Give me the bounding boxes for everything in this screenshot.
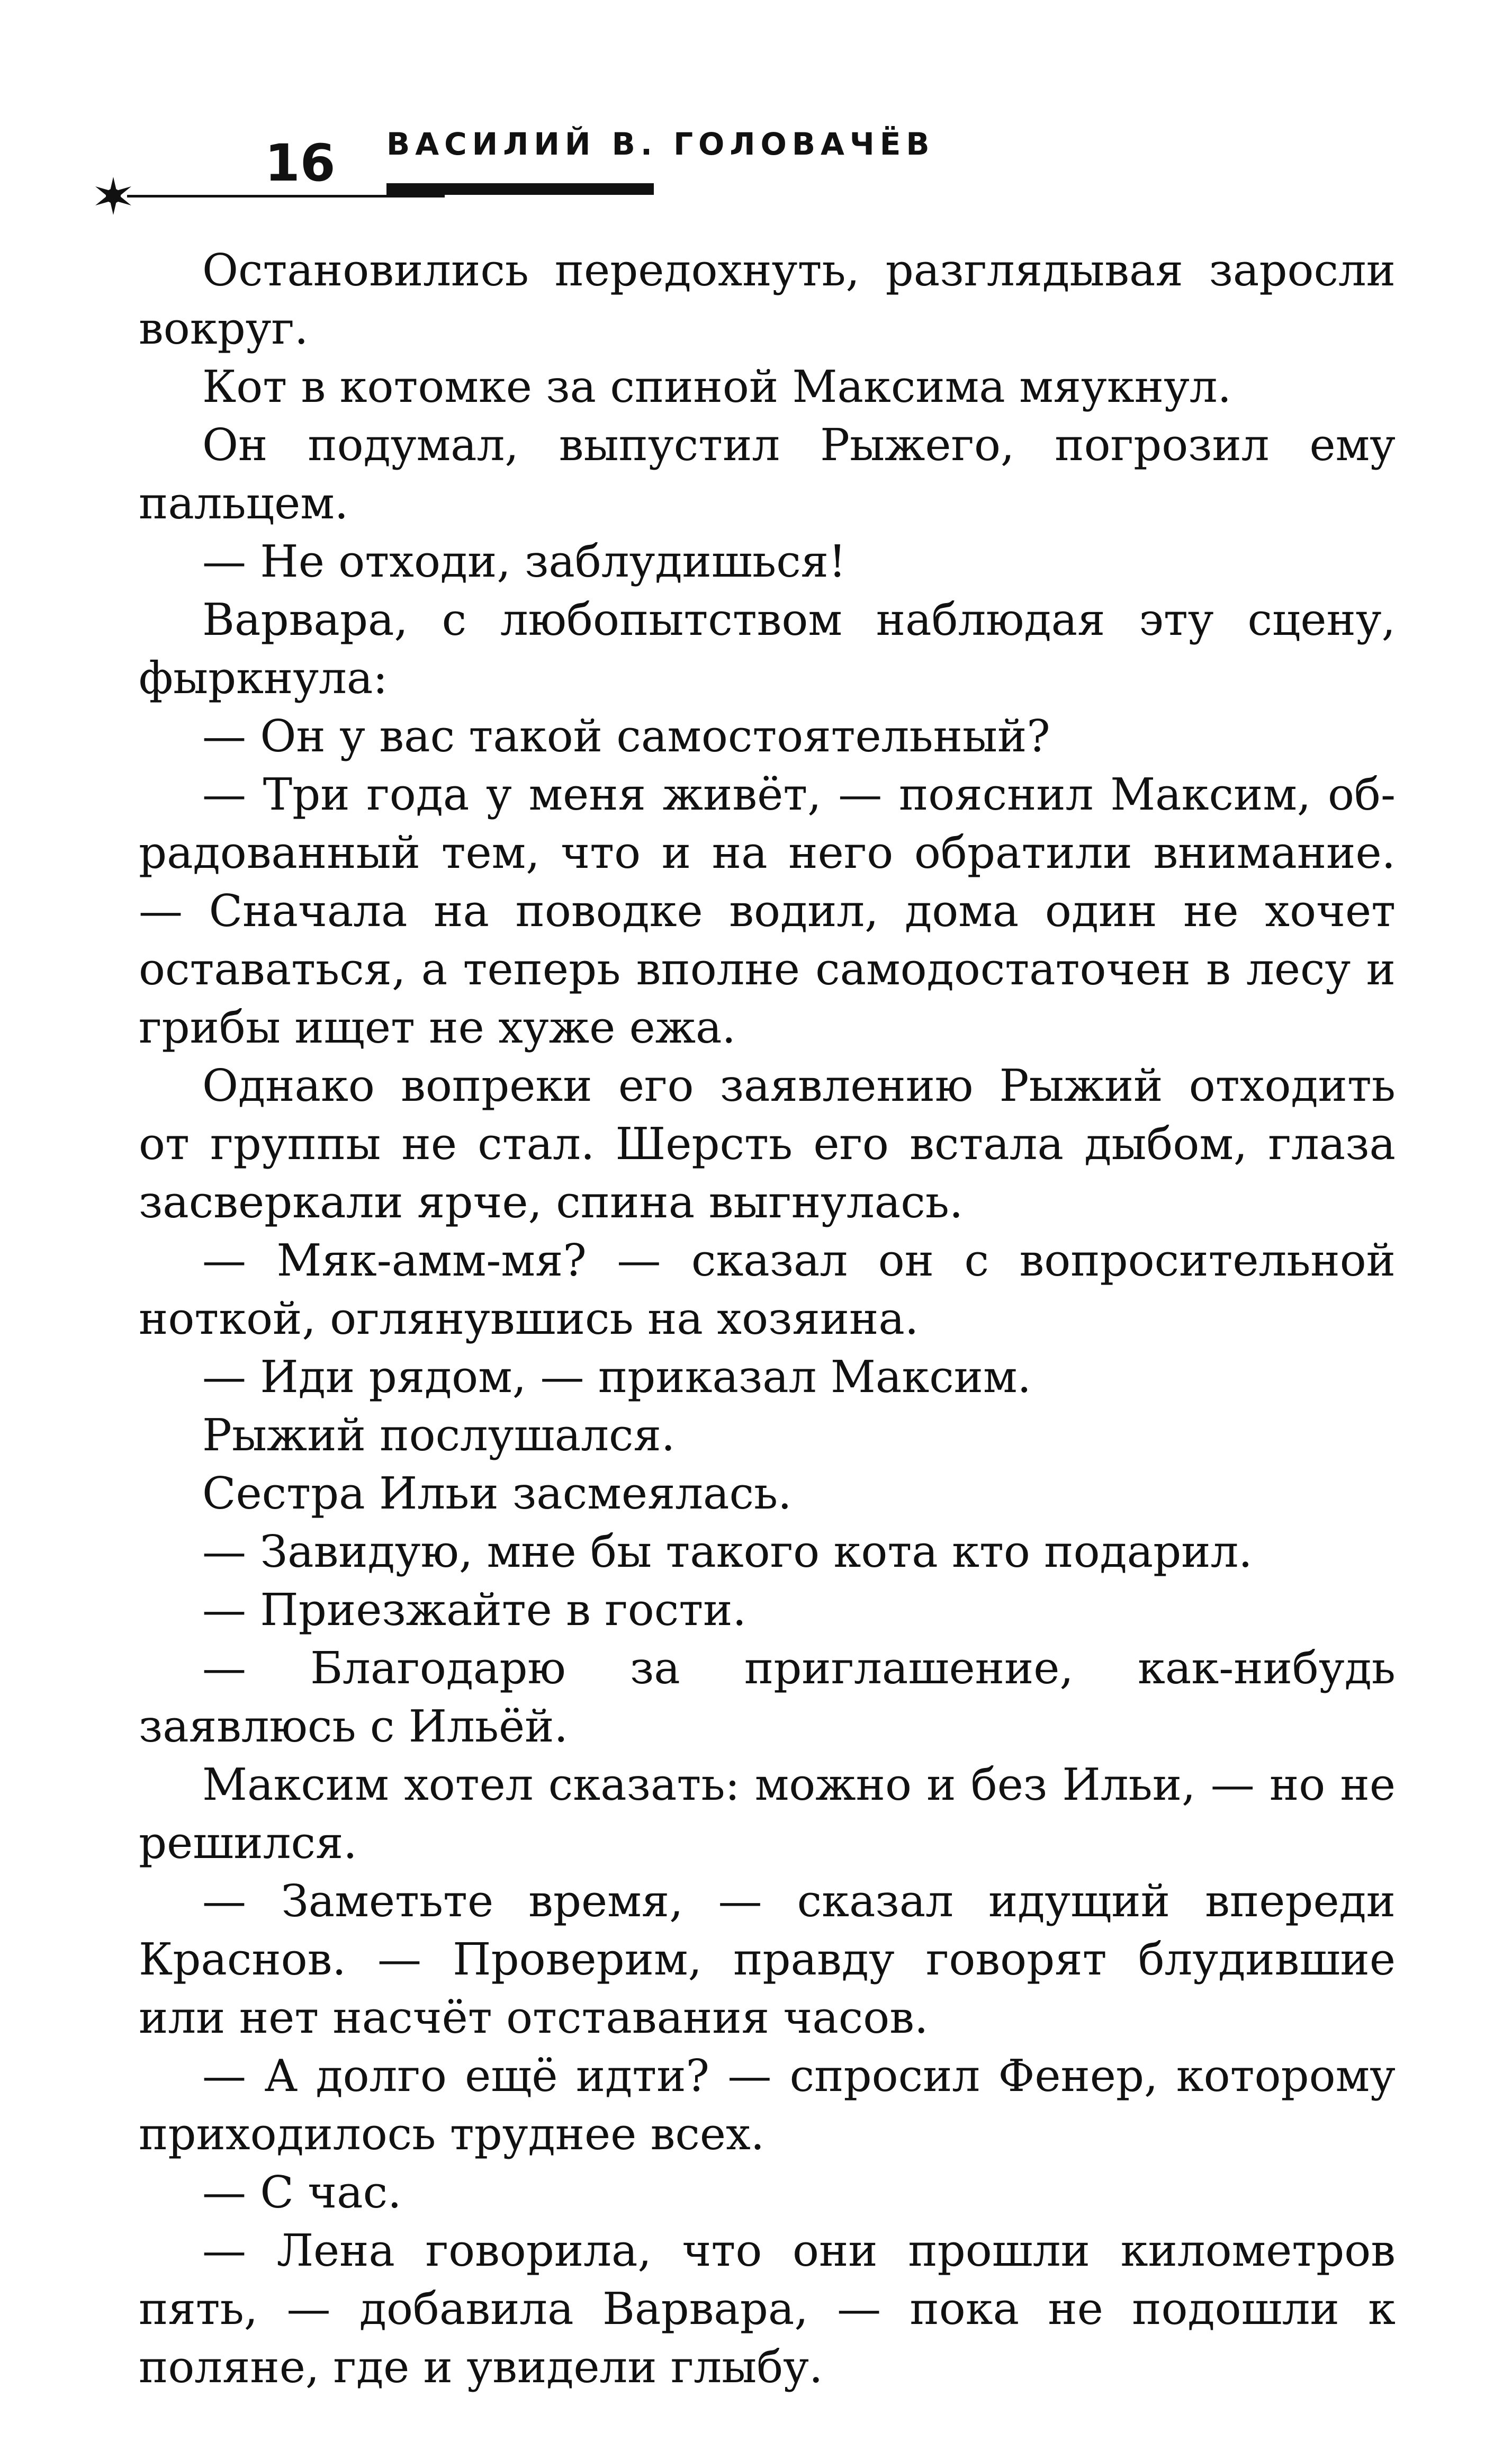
- paragraph: — А долго ещё идти? — спросил Фенер, которому приходилось труднее всех.: [139, 2050, 1396, 2160]
- paragraph: — Не отходи, заблудишься!: [202, 536, 847, 587]
- paragraph: — Мяк-амм-мя? — сказал он с вопросительной ноткой, оглянувшись на хозяина.: [139, 1235, 1396, 1344]
- paragraph: — Лена говорила, что они прошли километров пять, — добавила Варвара, — пока не подошли к поляне, где и увидели глыбу.: [139, 2225, 1396, 2393]
- paragraph: — С час.: [202, 2167, 402, 2218]
- paragraph: Он подумал, выпустил Рыжего, погрозил ему пальцем.: [139, 419, 1396, 529]
- paragraph: Рыжий послушался.: [202, 1410, 676, 1461]
- paragraph: Сестра Ильи засмеялась.: [202, 1468, 792, 1519]
- paragraph: Остановились передохнуть, разглядывая заросли вокруг.: [139, 245, 1396, 354]
- page-number: 16: [265, 133, 336, 193]
- header-rule: [127, 195, 445, 198]
- paragraph: Варвара, с любопытством наблюдая эту сцену, фыркнула:: [139, 594, 1396, 704]
- header-thick-rule: [386, 183, 654, 195]
- paragraph: — Заметьте время, — сказал идущий впереди Краснов. — Проверим, правду говорят блудившие или нет насчёт отставания часов.: [139, 1875, 1396, 2043]
- paragraph: — Он у вас такой самостоятельный?: [202, 711, 1050, 762]
- running-head-author: ВАСИЛИЙ В. ГОЛОВАЧЁВ: [386, 126, 935, 162]
- paragraph: — Иди рядом, — приказал Максим.: [202, 1351, 1031, 1403]
- paragraph: Максим хотел сказать: можно и без Ильи, — но не решился.: [139, 1759, 1396, 1869]
- body-text: [139, 241, 1396, 2397]
- paragraph: — Приезжайте в гости.: [202, 1584, 746, 1636]
- paragraph: — Благодарю за приглашение, как-нибудь заявлюсь с Ильёй.: [139, 1643, 1396, 1752]
- page-header: [95, 106, 935, 222]
- paragraph: — Завидую, мне бы такого кота кто подарил.: [202, 1526, 1253, 1577]
- paragraph: Однако вопреки его заявлению Рыжий отходить от группы не стал. Шерсть его встала дыбом, глаза засверкали ярче, спина выгнулась.: [139, 1060, 1396, 1228]
- paragraph: — Три года у меня живёт, — пояснил Максим, обрадованный тем, что и на него обратили внимание. — Сначала на поводке водил, дома один не хочет оставаться, а теперь вполне самодостаточен в лесу и грибы ищет не хуже ежа.: [139, 769, 1396, 1053]
- paragraph: Кот в котомке за спиной Максима мяукнул.: [202, 361, 1232, 412]
